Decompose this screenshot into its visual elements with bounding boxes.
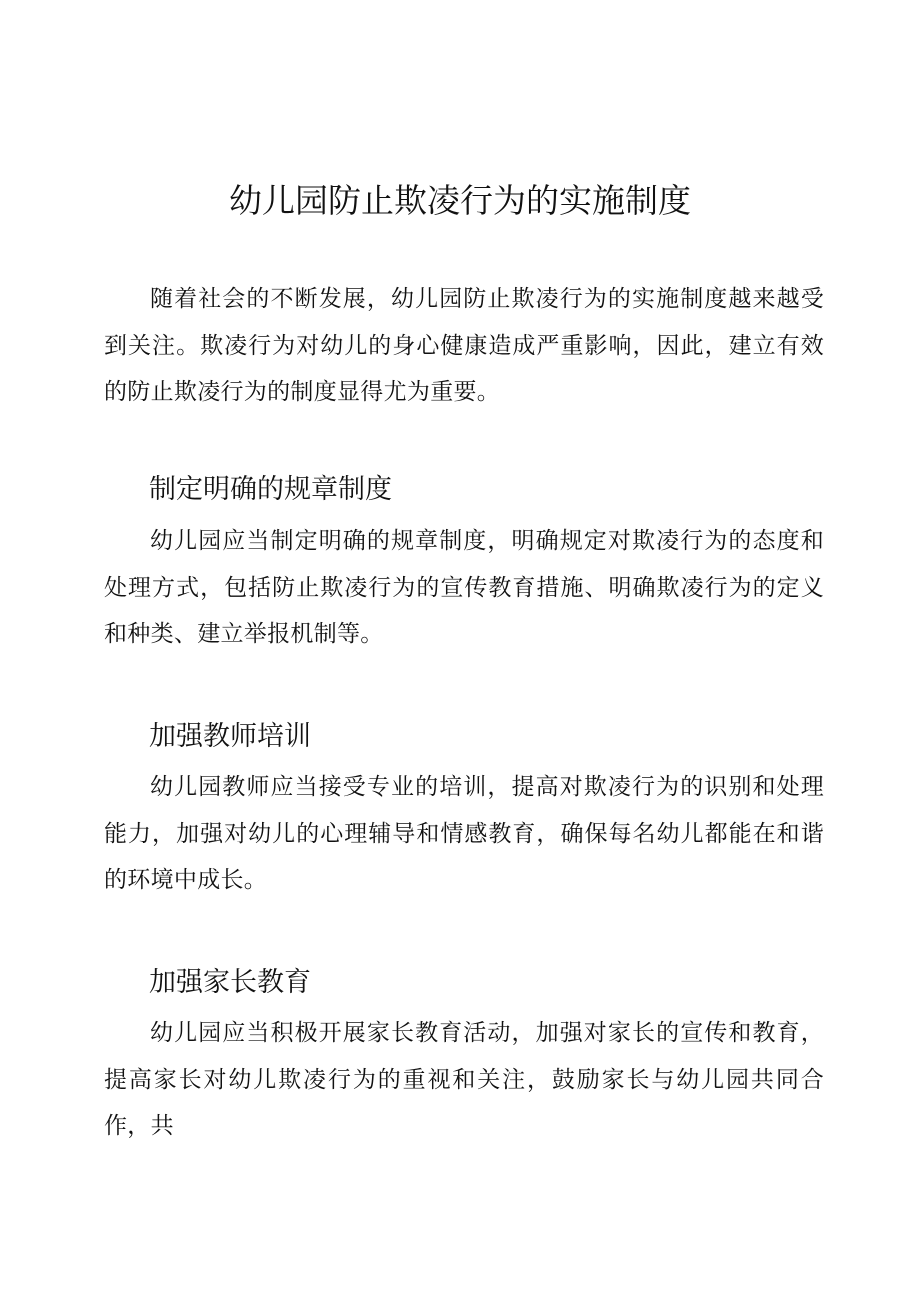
section-heading-regulations: 制定明确的规章制度 (149, 474, 392, 505)
intro-paragraph: 随着社会的不断发展，幼儿园防止欺凌行为的实施制度越来越受到关注。欺凌行为对幼儿的身心健康造成严重影响，因此，建立有效的防止欺凌行为的制度显得尤为重要。 (104, 286, 824, 405)
section-body-teacher-training: 幼儿园教师应当接受专业的培训，提高对欺凌行为的识别和处理能力，加强对幼儿的心理辅导和情感教育，确保每名幼儿都能在和谐的环境中成长。 (104, 774, 824, 893)
section-body-parent-education: 幼儿园应当积极开展家长教育活动，加强对家长的宣传和教育，提高家长对幼儿欺凌行为的重视和关注，鼓励家长与幼儿园共同合作，共 (104, 1020, 824, 1139)
section-body-regulations: 幼儿园应当制定明确的规章制度，明确规定对欺凌行为的态度和处理方式，包括防止欺凌行为的宣传教育措施、明确欺凌行为的定义和种类、建立举报机制等。 (104, 528, 824, 647)
section-heading-parent-education: 加强家长教育 (149, 967, 311, 998)
document-title: 幼儿园防止欺凌行为的实施制度 (229, 181, 691, 220)
section-heading-teacher-training: 加强教师培训 (149, 721, 311, 752)
